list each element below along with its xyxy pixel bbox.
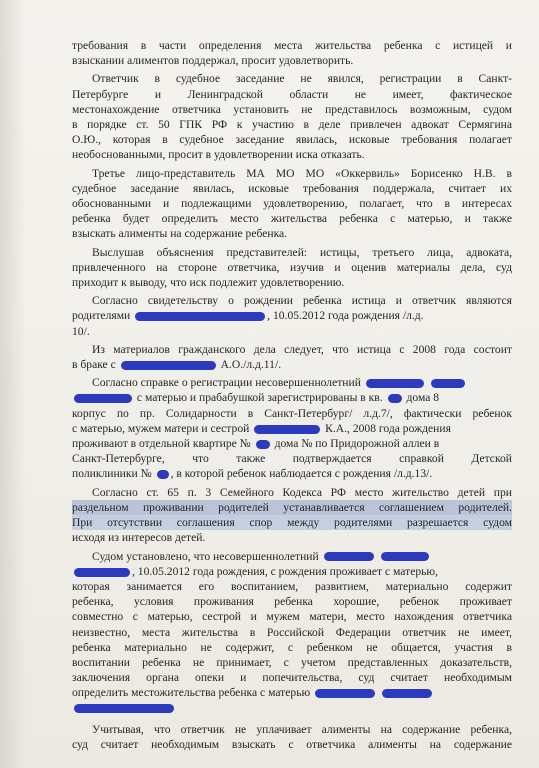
text-line: [72, 421, 512, 436]
text-line: корпус по пр. Солидарности в Санкт-Петербург/ л.д.7/, фактически ребенок: [72, 406, 512, 420]
text-line: требования в части определения места жительства ребенка с истицей и: [72, 39, 512, 52]
text-line: необоснованными, просит в удовлетворении иска отказать.: [72, 148, 365, 162]
text-line: местонахождение ответчика установить не представилось возможным, судом: [72, 102, 512, 116]
paragraph-4: [72, 245, 512, 291]
text-fragment: Судом установлено, что несовершеннолетний: [92, 549, 319, 563]
text-fragment: поликлиники №: [72, 467, 152, 481]
text-line: ребенка, условия проживания ребенка хорошие, ребенок проживает: [72, 595, 512, 609]
redaction-mark: [74, 394, 132, 403]
text-line: Петербурге и Ленинградской области не имеет, фактическое: [72, 87, 512, 101]
text-line: ребенка будет определить место жительства ребенка с матерью, и также: [72, 212, 512, 226]
redaction-mark: [157, 470, 169, 479]
redaction-mark: [74, 568, 130, 577]
text-line: Ответчик в судебное заседание не явился, регистрации в Санкт-: [92, 72, 512, 86]
text-line: [72, 685, 512, 700]
text-line: При отсутствии соглашения спор между родителями разрешается судом: [72, 516, 512, 530]
text-line: обоснованными и подлежащими удовлетворению, полагает, что в интересах: [72, 197, 512, 211]
text-line: [72, 436, 512, 451]
redaction-mark: [382, 689, 432, 698]
text-line: Согласно ст. 65 п. 3 Семейного Кодекса РФ место жительство детей при: [92, 485, 512, 499]
text-line: Учитывая, что ответчик не уплачивает алименты на содержание ребенка,: [92, 722, 512, 736]
text-line: [72, 466, 512, 481]
redaction-mark: [388, 394, 402, 403]
text-line: взыскании алиментов поддержал, просит удовлетворить.: [72, 54, 354, 68]
paragraph-7: [72, 375, 512, 481]
text-fragment: дома № по Придорожной аллеи в: [274, 437, 440, 451]
text-line: суд считает необходимым взыскать с ответчика алименты на содержание: [72, 737, 512, 751]
text-fragment: проживают в отдельной квартире №: [72, 437, 251, 451]
text-line: совместно с матерью, сестрой и мужем матери, место нахождения ответчика: [72, 610, 512, 624]
text-line: [72, 390, 512, 405]
text-line: Согласно свидетельству о рождении ребенка истица и ответчик являются: [92, 294, 512, 308]
text-line: Выслушав объяснения представителей: истицы, третьего лица, адвоката,: [92, 245, 512, 259]
text-fragment: А.О./л.д.11/.: [220, 358, 282, 372]
text-line: приходит к выводу, что иск подлежит удовлетворению.: [72, 276, 345, 290]
document-body: [72, 38, 512, 755]
paragraph-10: [72, 722, 512, 752]
text-line: [72, 549, 512, 564]
paragraph-8: [72, 485, 512, 546]
text-line: [72, 357, 512, 372]
text-line: ребенка материально не содержит, с ребенком не общается, участия в: [72, 640, 512, 654]
text-fragment: с матерью, мужем матери и сестрой: [72, 421, 250, 435]
redaction-mark: [381, 552, 429, 561]
text-fragment: К.А., 2008 года рождения: [325, 421, 451, 435]
text-fragment: с матерью и прабабушкой зарегистрированы в кв.: [136, 391, 383, 405]
redaction-mark: [74, 704, 174, 713]
paragraph-6: [72, 342, 512, 372]
text-fragment: Согласно справке о регистрации несовершеннолетний: [92, 376, 361, 390]
text-line: Третье лицо-представитель МА МО МО «Оккервиль» Борисенко Н.В. в: [92, 166, 512, 180]
text-fragment: , 10.05.2012 года рождения /л.д.: [267, 309, 424, 323]
text-line: О.Ю., которая в судебное заседание явилась, исковые требования полагает: [72, 133, 512, 147]
redaction-mark: [256, 440, 270, 449]
text-fragment: , в которой ребенок наблюдается с рождения /л.д.13/.: [170, 467, 433, 481]
text-line: привлеченного на стороне ответчика, изучив и оценив материалы дела, суд: [72, 260, 512, 274]
text-fragment: , 10.05.2012 года рождения, с рождения проживает с матерью,: [132, 564, 438, 578]
text-line: заключения органа опеки и попечительства, суд считает необходимым: [72, 671, 512, 685]
redaction-mark: [431, 379, 465, 388]
text-line: раздельном проживании родителей устанавливается соглашением родителей.: [72, 500, 512, 514]
redaction-mark: [121, 361, 216, 370]
text-line: Из материалов гражданского дела следует, что истица с 2008 года состоит: [92, 342, 512, 356]
text-line: судебное заседание явилась, исковые требования поддержала, считает их: [72, 181, 512, 195]
text-line: воспитании ребенка не принимает, с учетом представленных доказательств,: [72, 655, 512, 669]
redaction-mark: [366, 379, 424, 388]
text-line: [72, 701, 512, 716]
text-line: неизвестно, места жительства в Российской Федерации ответчик не имеет,: [72, 625, 512, 639]
text-line: исходя из интересов детей.: [72, 531, 206, 545]
text-line: [72, 308, 512, 323]
paragraph-2: [72, 71, 512, 162]
redaction-mark: [315, 689, 375, 698]
paragraph-5: [72, 293, 512, 339]
text-fragment: в браке с: [72, 358, 116, 372]
text-line: [72, 564, 512, 579]
text-line: в порядке ст. 50 ГПК РФ к участию в деле привлечен адвокат Сермягина: [72, 118, 512, 132]
text-fragment: родителями: [72, 309, 131, 323]
text-line: Санкт-Петербурге, что также подтверждается справкой Детской: [72, 452, 512, 466]
page-edge-shadow: [0, 0, 26, 768]
text-line: [72, 375, 512, 390]
paragraph-3: [72, 166, 512, 242]
redaction-mark: [254, 425, 320, 434]
text-line: взыскать алименты на содержание ребенка.: [72, 227, 288, 241]
text-fragment: дома 8: [406, 391, 440, 405]
redaction-mark: [135, 312, 265, 321]
redaction-mark: [324, 552, 374, 561]
text-line: которая занимается его воспитанием, развитием, материально содержит: [72, 579, 512, 593]
text-fragment: определить местожительства ребенка с матерью: [72, 686, 311, 700]
paragraph-9: [72, 549, 512, 716]
paragraph-1: [72, 38, 512, 68]
text-line: 10/.: [72, 324, 90, 338]
